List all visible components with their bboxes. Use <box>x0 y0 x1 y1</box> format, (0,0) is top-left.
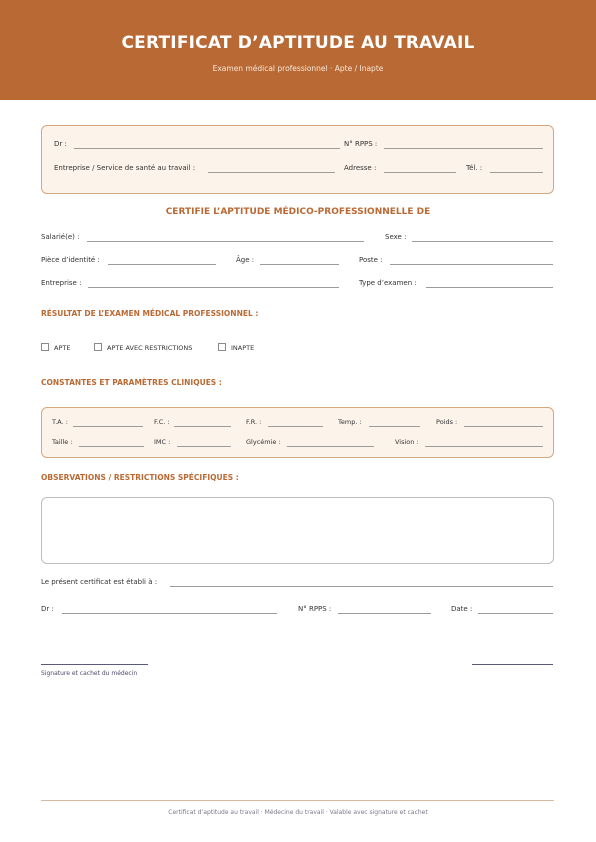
exam-type-field[interactable] <box>426 287 553 288</box>
inapte-label: INAPTE <box>231 344 255 352</box>
date-field[interactable] <box>478 613 553 614</box>
signature-line[interactable] <box>41 664 148 665</box>
fr-field[interactable] <box>268 426 323 427</box>
closing-doctor-field[interactable] <box>62 613 277 614</box>
closing-rpps-label: N° RPPS : <box>298 605 332 613</box>
apte-checkbox[interactable] <box>41 343 49 351</box>
apte-restrictions-checkbox[interactable] <box>94 343 102 351</box>
doctor-rpps-label: N° RPPS : <box>344 140 378 148</box>
temp-field[interactable] <box>369 426 420 427</box>
sex-label: Sexe : <box>385 233 407 241</box>
weight-label: Poids : <box>436 418 458 426</box>
employee-name-label: Salarié(e) : <box>41 233 80 241</box>
employer-label: Entreprise : <box>41 279 82 287</box>
address-field[interactable] <box>384 172 456 173</box>
observations-section-title: OBSERVATIONS / RESTRICTIONS SPÉCIFIQUES : <box>41 473 239 482</box>
apte-restrictions-label: APTE AVEC RESTRICTIONS <box>107 344 193 352</box>
document-subtitle: Examen médical professionnel · Apte / Inapte <box>212 64 384 73</box>
date-label: Date : <box>451 605 473 613</box>
document-title: CERTIFICAT D’APTITUDE AU TRAVAIL <box>121 33 475 53</box>
weight-field[interactable] <box>464 426 543 427</box>
glycemia-label: Glycémie : <box>246 438 281 446</box>
employee-name-field[interactable] <box>87 241 364 242</box>
footer-text: Certificat d’aptitude au travail · Médecine du travail · Valable avec signature et cachet <box>168 809 428 816</box>
apte-label: APTE <box>54 344 71 352</box>
inapte-checkbox[interactable] <box>218 343 226 351</box>
fc-label: F.C. : <box>154 418 170 426</box>
id-document-label: Pièce d’identité : <box>41 256 100 264</box>
address-label: Adresse : <box>344 164 377 172</box>
tel-field[interactable] <box>490 172 543 173</box>
height-field[interactable] <box>79 446 144 447</box>
established-at-label: Le présent certificat est établi à : <box>41 578 158 586</box>
company-service-field[interactable] <box>208 172 335 173</box>
company-service-label: Entreprise / Service de santé au travail : <box>54 164 196 172</box>
constants-section-title: CONSTANTES ET PARAMÈTRES CLINIQUES : <box>41 378 222 387</box>
header-banner <box>0 0 596 100</box>
job-field[interactable] <box>390 264 553 265</box>
id-document-field[interactable] <box>108 264 216 265</box>
ta-field[interactable] <box>73 426 143 427</box>
ta-label: T.A. : <box>52 418 68 426</box>
age-field[interactable] <box>260 264 339 265</box>
job-label: Poste : <box>359 256 383 264</box>
doctor-info-box <box>41 125 554 194</box>
stamp-line[interactable] <box>472 664 553 665</box>
exam-type-label: Type d’examen : <box>359 279 417 287</box>
doctor-name-field[interactable] <box>74 148 340 149</box>
closing-rpps-field[interactable] <box>338 613 431 614</box>
temp-label: Temp. : <box>338 418 362 426</box>
observations-textarea[interactable] <box>41 497 554 564</box>
certifie-title: CERTIFIE L’APTITUDE MÉDICO-PROFESSIONNELLE DE <box>165 207 431 217</box>
fc-field[interactable] <box>174 426 231 427</box>
glycemia-field[interactable] <box>287 446 374 447</box>
age-label: Âge : <box>236 256 255 264</box>
vision-field[interactable] <box>425 446 543 447</box>
constants-box <box>41 407 554 458</box>
fr-label: F.R. : <box>246 418 262 426</box>
doctor-rpps-field[interactable] <box>384 148 543 149</box>
bmi-field[interactable] <box>177 446 231 447</box>
established-at-field[interactable] <box>170 586 553 587</box>
vision-label: Vision : <box>395 438 419 446</box>
height-label: Taille : <box>52 438 73 446</box>
closing-doctor-label: Dr : <box>41 605 54 613</box>
bmi-label: IMC : <box>154 438 171 446</box>
sex-field[interactable] <box>412 241 553 242</box>
employer-field[interactable] <box>88 287 339 288</box>
tel-label: Tél. : <box>466 164 483 172</box>
doctor-name-label: Dr : <box>54 140 67 148</box>
signature-label: Signature et cachet du médecin <box>41 670 138 677</box>
footer-divider <box>41 800 554 801</box>
result-section-title: RÉSULTAT DE L’EXAMEN MÉDICAL PROFESSIONNEL : <box>41 309 259 318</box>
